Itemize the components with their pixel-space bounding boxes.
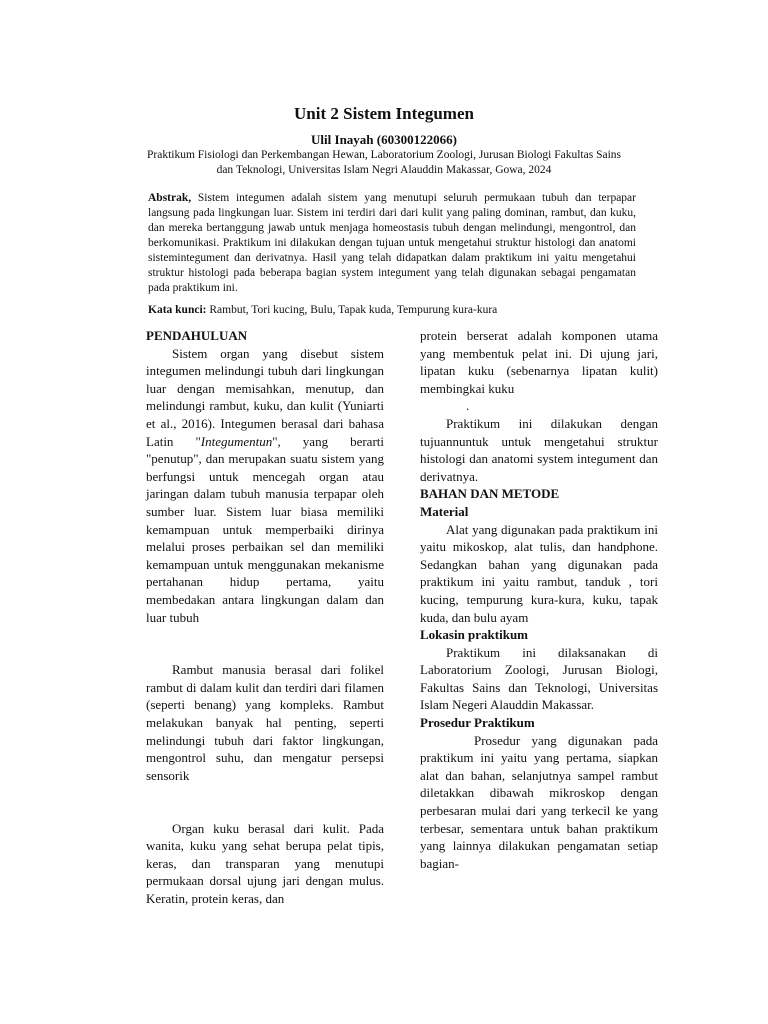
keywords-text: Rambut, Tori kucing, Bulu, Tapak kuda, Tempurung kura-kura <box>209 304 498 316</box>
spacer <box>146 644 384 662</box>
abstract-label: Abstrak, <box>148 192 192 204</box>
paper-title: Unit 2 Sistem Integumen <box>294 104 474 123</box>
subheading-material: Material <box>420 503 469 519</box>
keywords-label: Kata kunci: <box>148 304 207 316</box>
paragraph-tujuan: Praktikum ini dilakukan dengan tujuannuntuk untuk mengetahui struktur histologi dan anatomi system integument dan derivatnya. <box>420 415 658 484</box>
subheading-lokasi: Lokasin praktikum <box>420 627 529 643</box>
paragraph-intro-part2: ", yang berarti "penutup", dan merupakan suatu sistem yang berfungsi untuk mencegah organ atau jaringan dalam tubuh manusia terpapar oleh sumber luar. Sistem luar biasa memiliki kemampuan untuk memperbaiki dirinya melalui proses perbaikan sel dan memiliki kemampuan untuk menggunakan mekanisme pertahanan hidup pertama, yaitu membedakan antara lingkungan dalam dan luar tubuh <box>146 433 384 625</box>
spacer <box>146 784 384 802</box>
abstract <box>148 191 636 296</box>
paragraph-intro-part1: Sistem organ yang disebut sistem integumen melindungi tubuh dari lingkungan luar dengan memisahkan, menutup, dan melindungi rambut, kuku, dan kulit (Yuniarti et al., 2016). Integumen berasal dari bahasa Latin " <box>146 345 384 449</box>
section-heading-bahan-metode: BAHAN DAN METODE <box>420 486 560 502</box>
right-column <box>420 327 658 872</box>
section-heading-pendahuluan: PENDAHULUAN <box>146 328 248 343</box>
affiliation: Praktikum Fisiologi dan Perkembangan Hewan, Laboratorium Zoologi, Jurusan Biologi Fakultas Sains dan Teknologi, Universitas Islam Negri Alauddin Makassar, Gowa, 2024 <box>147 149 621 176</box>
left-column <box>146 327 384 908</box>
abstract-text: Sistem integumen adalah sistem yang menutupi seluruh permukaan tubuh dan terpapar langsung pada lingkungan luar. Sistem ini terdiri dari dari kulit yang paling dominan, rambut, dan kuku, dan mereka bertanggung jawab untuk menjaga homeostasis tubuh dengan melindungi, mengontrol, dan berkomunikasi. Praktikum ini dilakukan dengan tujuan untuk mengetahui struktur histologi dan anatomi sistemintegument dan derivatnya. Hasil yang telah didapatkan dalam praktikum ini yaitu mengetahui struktur histologi pada beberapa bagian system integument yang telah digunakan sebagai pengamatan pada praktikum ini. <box>148 192 636 294</box>
paragraph-intro <box>146 345 384 627</box>
paragraph-material: Alat yang digunakan pada praktikum ini yaitu mikoskop, alat tulis, dan handphone. Sedangkan bahan yang digunakan pada praktikum ini yaitu rambut, tanduk , tori kucing, tempurung kura-kura, kuku, tapak kuda, dan bulu ayam <box>420 521 658 625</box>
spacer <box>146 626 384 644</box>
author-line: Ulil Inayah (60300122066) <box>311 132 457 147</box>
keywords <box>148 303 636 318</box>
paragraph-lokasi: Praktikum ini dilaksanakan di Laboratorium Zoologi, Jurusan Biologi, Fakultas Sains dan Teknologi, Universitas Islam Negeri Alauddin Makassar. <box>420 644 658 713</box>
paragraph-kuku-cont: protein berserat adalah komponen utama yang membentuk pelat ini. Di ujung jari, lipatan kuku (sebenarnya lipatan kulit) membingkai kuku <box>420 328 658 396</box>
latin-term: Integumentun <box>200 433 273 449</box>
stray-dot: . <box>466 398 470 414</box>
subheading-prosedur: Prosedur Praktikum <box>420 715 535 731</box>
paragraph-prosedur: Prosedur yang digunakan pada praktikum ini yaitu yang pertama, siapkan alat dan bahan, selanjutnya sampel rambut diletakkan dibawah mikroskop dengan perbesaran mulai dari yang terkecil ke yang terbesar, sementara untuk bahan praktikum yang lainnya dilakukan pengamatan setiap bagian- <box>420 732 658 871</box>
paragraph-rambut: Rambut manusia berasal dari folikel rambut di dalam kulit dan terdiri dari filamen (seperti benang) yang kompleks. Rambut melakukan banyak hal penting, seperti melindungi tubuh dari faktor lingkungan, mengontrol suhu, dan mengatur persepsi sensorik <box>146 662 384 783</box>
spacer <box>146 802 384 820</box>
paragraph-kuku: Organ kuku berasal dari kulit. Pada wanita, kuku yang sehat berupa pelat tipis, keras, dan transparan yang menutupi permukaan dorsal ujung jari dengan mulus. Keratin, protein keras, dan <box>146 820 384 906</box>
